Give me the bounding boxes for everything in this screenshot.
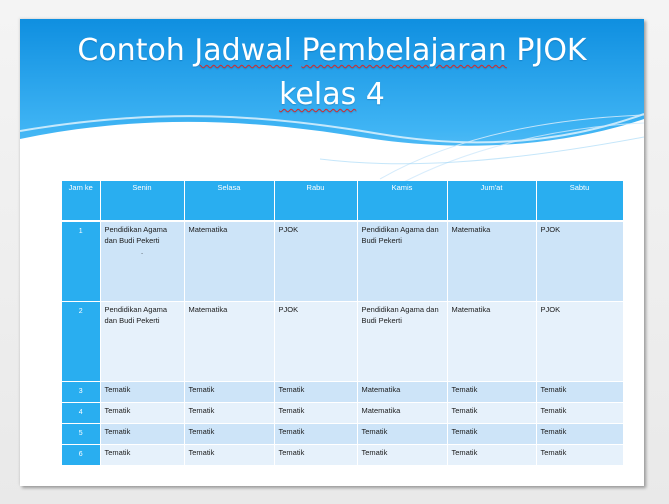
table-cell[interactable]: Tematik xyxy=(184,403,274,424)
title-word: Contoh xyxy=(77,33,185,68)
table-cell[interactable]: PJOK xyxy=(536,302,623,382)
header-jam-ke: Jam ke xyxy=(62,181,100,221)
table-row xyxy=(62,382,623,403)
table-row xyxy=(62,403,623,424)
table-cell[interactable]: Tematik xyxy=(274,445,357,466)
table-cell[interactable]: PJOK xyxy=(536,221,623,302)
header-sabtu: Sabtu xyxy=(536,181,623,221)
table-cell[interactable]: Matematika xyxy=(184,302,274,382)
table-cell[interactable]: PJOK xyxy=(274,302,357,382)
table-cell[interactable]: Tematik xyxy=(357,445,447,466)
header-selasa: Selasa xyxy=(184,181,274,221)
title-word-misspelled: Jadwal xyxy=(194,33,292,68)
table-cell[interactable]: Tematik xyxy=(100,382,184,403)
table-row xyxy=(62,424,623,445)
cell-text: Pendidikan Agama dan Budi Pekerti xyxy=(104,225,168,245)
table-cell[interactable]: Tematik xyxy=(536,445,623,466)
slide-title[interactable] xyxy=(20,29,644,117)
table-cell[interactable]: Tematik xyxy=(274,403,357,424)
jam-cell: 5 xyxy=(62,424,100,445)
jam-cell: 4 xyxy=(62,403,100,424)
slide[interactable] xyxy=(20,19,644,486)
table-cell[interactable]: Matematika xyxy=(184,221,274,302)
table-cell[interactable]: Tematik xyxy=(536,424,623,445)
table-row xyxy=(62,221,623,302)
table-cell[interactable]: Tematik xyxy=(447,403,536,424)
table-cell[interactable]: Matematika xyxy=(357,403,447,424)
table-cell[interactable]: Tematik xyxy=(274,382,357,403)
title-word: 4 xyxy=(365,77,385,112)
table-cell[interactable]: Tematik xyxy=(184,424,274,445)
table-cell[interactable] xyxy=(100,221,184,302)
table-cell[interactable]: Pendidikan Agama dan Budi Pekerti xyxy=(357,302,447,382)
title-line-1 xyxy=(20,29,644,73)
table-cell[interactable]: Tematik xyxy=(184,445,274,466)
table-cell[interactable]: Tematik xyxy=(357,424,447,445)
title-line-2 xyxy=(20,73,644,117)
stray-mark: . xyxy=(140,247,144,256)
title-word-misspelled: Pembelajaran xyxy=(301,33,507,68)
table-cell[interactable]: Tematik xyxy=(447,382,536,403)
table-row xyxy=(62,302,623,382)
header-jumat: Jum'at xyxy=(447,181,536,221)
jam-cell: 1 xyxy=(62,221,100,302)
header-rabu: Rabu xyxy=(274,181,357,221)
table-cell[interactable]: Matematika xyxy=(447,302,536,382)
title-word-misspelled: kelas xyxy=(279,77,357,112)
table-cell[interactable]: Tematik xyxy=(536,382,623,403)
table-row xyxy=(62,445,623,466)
schedule-table[interactable] xyxy=(62,181,624,466)
table-cell[interactable]: Tematik xyxy=(100,424,184,445)
jam-cell: 6 xyxy=(62,445,100,466)
header-kamis: Kamis xyxy=(357,181,447,221)
table-cell[interactable]: Tematik xyxy=(100,445,184,466)
table-cell[interactable]: Matematika xyxy=(447,221,536,302)
jam-cell: 2 xyxy=(62,302,100,382)
table-cell[interactable]: Tematik xyxy=(447,424,536,445)
title-word: PJOK xyxy=(516,33,587,68)
table-cell[interactable]: Tematik xyxy=(536,403,623,424)
table-cell[interactable]: Tematik xyxy=(274,424,357,445)
header-senin: Senin xyxy=(100,181,184,221)
table-cell[interactable]: Pendidikan Agama dan Budi Pekerti xyxy=(100,302,184,382)
table-cell[interactable]: Tematik xyxy=(447,445,536,466)
table-cell[interactable]: PJOK xyxy=(274,221,357,302)
table-cell[interactable]: Tematik xyxy=(184,382,274,403)
jam-cell: 3 xyxy=(62,382,100,403)
table-cell[interactable]: Tematik xyxy=(100,403,184,424)
table-header-row xyxy=(62,181,623,221)
table-cell[interactable]: Matematika xyxy=(357,382,447,403)
table-cell[interactable]: Pendidikan Agama dan Budi Pekerti xyxy=(357,221,447,302)
